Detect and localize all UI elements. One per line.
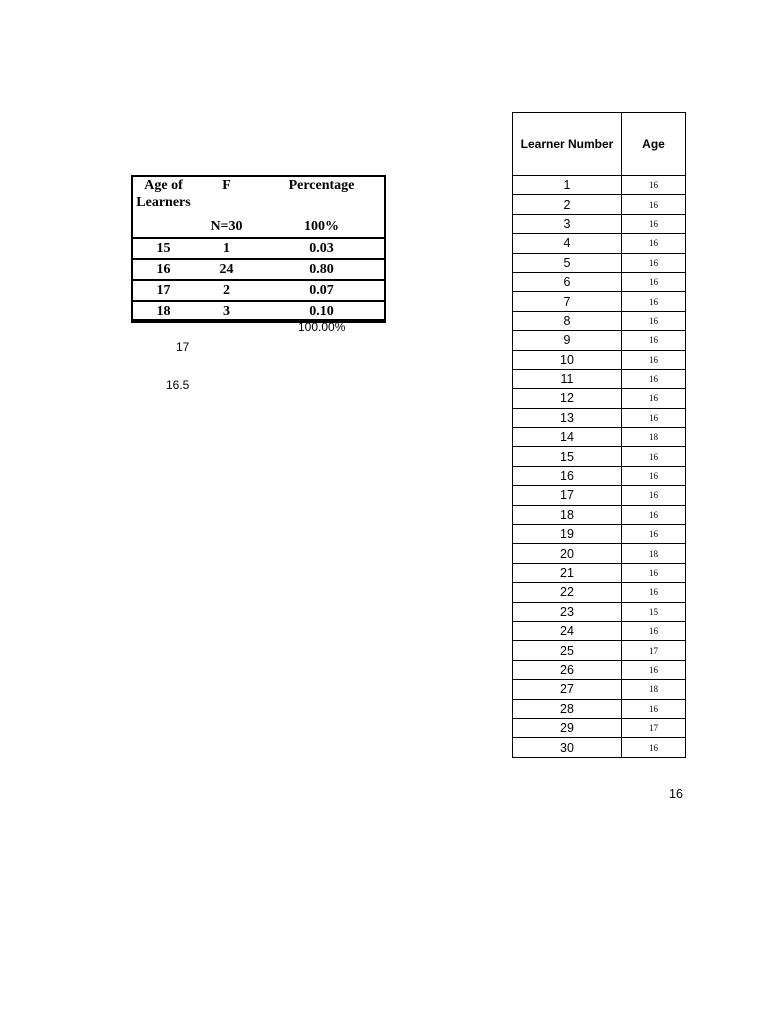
learner-age-cell: 16 [622,486,686,505]
table-row [513,738,686,757]
frequency-table [131,175,386,323]
table-row [513,311,686,330]
table-row [513,331,686,350]
table-row [513,641,686,660]
table-row [513,234,686,253]
learner-age-cell: 16 [622,331,686,350]
learner-number-cell: 19 [513,525,622,544]
learner-number-cell: 22 [513,583,622,602]
learner-age-cell: 16 [622,195,686,214]
learner-age-cell: 16 [622,350,686,369]
frequency-subheader-row [131,217,386,238]
table-row [513,525,686,544]
learner-number-cell: 30 [513,738,622,757]
total-percentage: 100.00% [298,320,346,334]
frequency-f-cell: 24 [196,259,257,280]
n-label: N=30 [210,219,243,234]
table-row [513,389,686,408]
learner-number-cell: 26 [513,660,622,679]
age-header-line1: Age of [144,178,183,193]
learner-number-cell: 7 [513,292,622,311]
frequency-row [131,301,386,322]
learner-age-cell: 16 [622,466,686,485]
frequency-row [131,280,386,301]
note-value-b: 16.5 [166,378,190,392]
learner-age-cell: 18 [622,680,686,699]
learner-number-cell: 24 [513,621,622,640]
table-row [513,350,686,369]
table-row [513,718,686,737]
learner-number-cell: 4 [513,234,622,253]
learner-number-cell: 8 [513,311,622,330]
table-row [513,369,686,388]
table-row [513,544,686,563]
frequency-f-cell: 1 [196,238,257,259]
learner-age-cell: 16 [622,408,686,427]
frequency-age-cell: 17 [131,280,196,301]
learner-age-cell: 16 [622,176,686,195]
learner-age-cell: 16 [622,660,686,679]
table-row [513,176,686,195]
learner-age-cell: 18 [622,544,686,563]
learner-number-cell: 12 [513,389,622,408]
learner-number-cell: 11 [513,369,622,388]
learner-table [512,112,686,758]
learner-number-cell: 25 [513,641,622,660]
frequency-f-cell: 2 [196,280,257,301]
frequency-age-cell: 16 [131,259,196,280]
learner-age-cell: 16 [622,525,686,544]
learner-age-cell: 16 [622,389,686,408]
frequency-f-cell: 3 [196,301,257,322]
learner-number-cell: 1 [513,176,622,195]
age-column-header: Age [622,113,686,176]
learner-number-cell: 21 [513,563,622,582]
frequency-header-row [131,175,386,217]
learner-number-cell: 27 [513,680,622,699]
learner-age-cell: 16 [622,699,686,718]
frequency-age-cell: 18 [131,301,196,322]
learner-number-cell: 17 [513,486,622,505]
frequency-pct-cell: 0.10 [257,301,386,322]
learner-age-cell: 16 [622,738,686,757]
learner-age-cell: 16 [622,253,686,272]
learner-age-cell: 17 [622,641,686,660]
learner-age-cell: 18 [622,428,686,447]
table-row [513,253,686,272]
table-row [513,602,686,621]
learner-number-cell: 5 [513,253,622,272]
table-row [513,428,686,447]
learner-number-cell: 29 [513,718,622,737]
table-row [513,505,686,524]
learner-number-cell: 15 [513,447,622,466]
learner-number-cell: 10 [513,350,622,369]
frequency-row [131,259,386,280]
learner-age-cell: 16 [622,621,686,640]
learner-age-cell: 16 [622,447,686,466]
learner-age-cell: 15 [622,602,686,621]
age-header [131,175,196,217]
frequency-age-cell: 15 [131,238,196,259]
learner-age-cell: 16 [622,272,686,291]
learner-number-cell: 23 [513,602,622,621]
learner-number-cell: 14 [513,428,622,447]
table-row [513,195,686,214]
learner-age-cell: 17 [622,718,686,737]
table-row [513,621,686,640]
learner-number-header: Learner Number [513,113,622,176]
learner-age-cell: 16 [622,214,686,233]
table-row [513,486,686,505]
learner-age-cell: 16 [622,369,686,388]
learner-age-cell: 16 [622,234,686,253]
learner-number-cell: 20 [513,544,622,563]
learner-header-row [513,113,686,176]
learner-number-cell: 6 [513,272,622,291]
frequency-pct-cell: 0.03 [257,238,386,259]
learner-age-cell: 16 [622,292,686,311]
frequency-row [131,238,386,259]
footer-value: 16 [669,787,683,801]
table-row [513,447,686,466]
table-row [513,583,686,602]
learner-number-cell: 2 [513,195,622,214]
table-row [513,680,686,699]
learner-age-cell: 16 [622,505,686,524]
table-row [513,408,686,427]
table-row [513,563,686,582]
learner-number-cell: 28 [513,699,622,718]
learner-number-cell: 13 [513,408,622,427]
table-row [513,699,686,718]
table-row [513,466,686,485]
learner-number-cell: 16 [513,466,622,485]
learner-age-cell: 16 [622,311,686,330]
learner-number-cell: 9 [513,331,622,350]
table-row [513,272,686,291]
learner-age-cell: 16 [622,583,686,602]
frequency-pct-cell: 0.07 [257,280,386,301]
empty-cell [131,217,196,238]
note-value-a: 17 [176,340,190,354]
learner-number-cell: 3 [513,214,622,233]
age-header-line2: Learners [136,195,191,210]
table-row [513,660,686,679]
frequency-pct-cell: 0.80 [257,259,386,280]
table-row [513,292,686,311]
table-row [513,214,686,233]
learner-age-cell: 16 [622,563,686,582]
total-percent-label: 100% [303,219,339,234]
f-header: F [222,178,231,193]
learner-number-cell: 18 [513,505,622,524]
percentage-header: Percentage [288,178,355,193]
